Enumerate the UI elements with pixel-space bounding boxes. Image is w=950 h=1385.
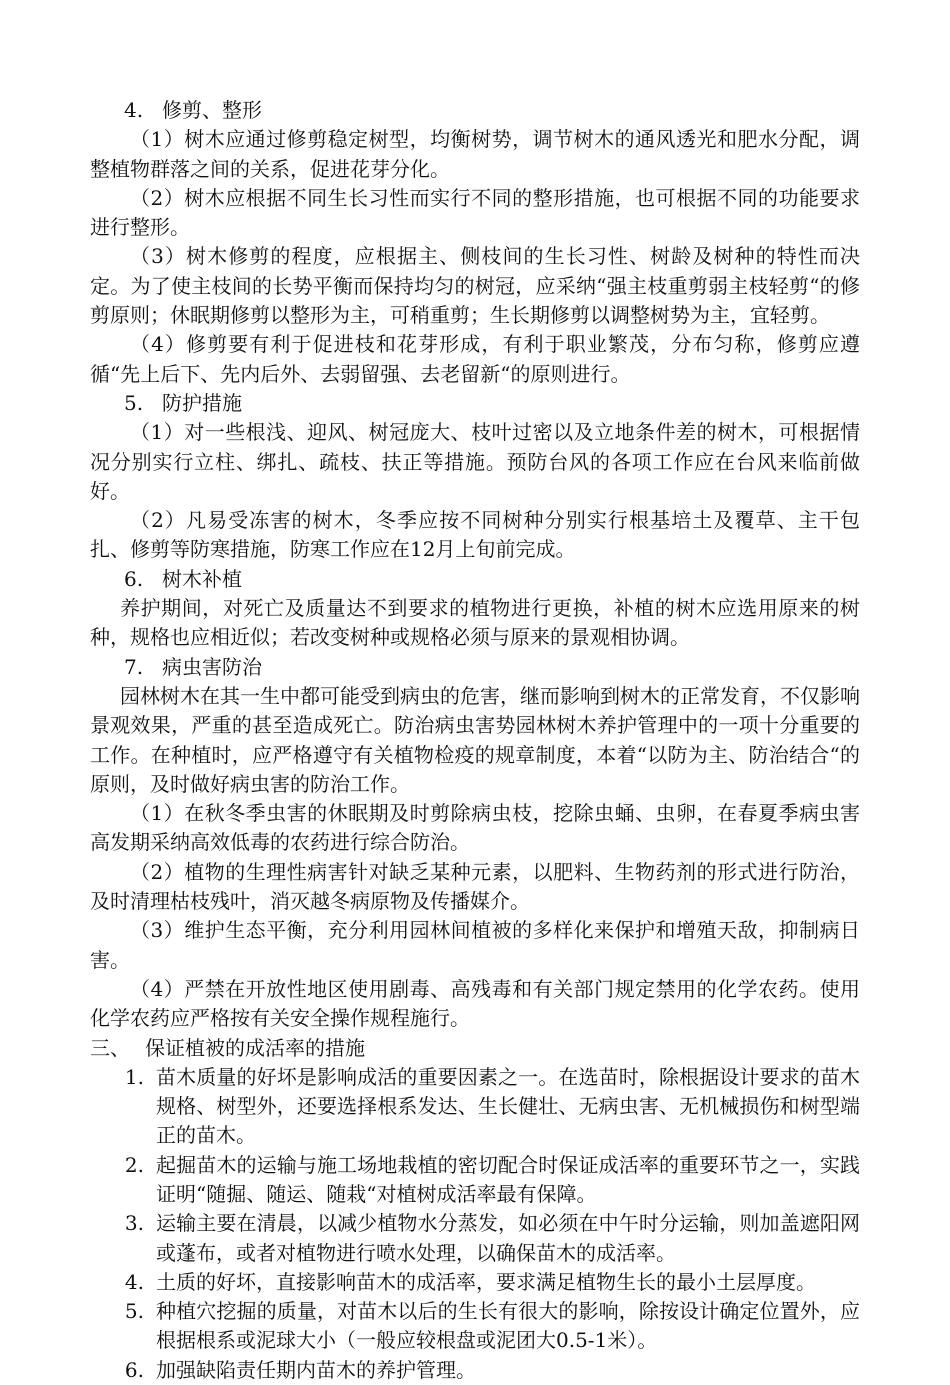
paragraph: （1）树木应通过修剪稳定树型，均衡树势，调节树木的通风透光和肥水分配，调整植物群落之间的关系，促进花芽分化。 [90,127,860,181]
chapter-number: 三、 [90,1035,130,1060]
paragraph: （2）凡易受冻害的树木，冬季应按不同树种分别实行根基培土及覆草、主干包扎、修剪等防寒措施，防寒工作应在12月上旬前完成。 [90,508,860,562]
document-body [90,96,860,1385]
section-number: 5. [124,390,144,415]
paragraph: 养护期间，对死亡及质量达不到要求的植物进行更换，补植的树木应选用原来的树种，规格也应相近似；若改变树种或规格必须与原来的景观相协调。 [90,596,860,650]
paragraph: （4）严禁在开放性地区使用剧毒、高残毒和有关部门规定禁用的化学农药。使用化学农药应严格按有关安全操作规程施行。 [90,976,860,1031]
paragraph: （1）在秋冬季虫害的休眠期及时剪除病虫枝，挖除虫蛹、虫卵，在春夏季病虫害高发期采纳高效低毒的农药进行综合防治。 [90,801,860,855]
list-number: 6. [124,1357,144,1382]
list-text: 土质的好坏，直接影响苗木的成活率，要求满足植物生长的最小土层厚度。 [156,1269,816,1294]
section-number: 6. [124,566,144,591]
section-number: 7. [124,654,144,679]
section-heading [90,96,860,125]
list-text: 苗木质量的好坏是影响成活的重要因素之一。在选苗时，除根据设计要求的苗木规格、树型外，还要选择根系发达、生长健壮、无病虫害、无机械损伤和树型端正的苗木。 [156,1064,860,1148]
list-item [90,1151,860,1210]
paragraph: （2）树木应根据不同生长习性而实行不同的整形措施，也可根据不同的功能要求进行整形。 [90,185,860,240]
list-item [90,1209,860,1268]
list-number: 1. [124,1064,144,1089]
list-number: 2. [124,1152,144,1177]
section-heading [90,653,860,682]
list-item [90,1297,860,1356]
paragraph: （4）修剪要有利于促进枝和花芽形成，有利于职业繁茂，分布匀称，修剪应遵循“先上后下、先内后外、去弱留强、去老留新“的原则进行。 [90,332,860,386]
list-text: 加强缺陷责任期内苗木的养护管理。 [156,1357,476,1382]
list-text: 运输主要在清晨，以减少植物水分蒸发，如必须在中午时分运输，则加盖遮阳网或蓬布，或者对植物进行喷水处理，以确保苗木的成活率。 [156,1211,860,1265]
list-item [90,1356,860,1385]
section-heading [90,565,860,594]
paragraph: 园林树木在其一生中都可能受到病虫的危害，继而影响到树木的正常发育，不仅影响景观效果，严重的甚至造成死亡。防治病虫害势园林树木养护管理中的一项十分重要的工作。在种植时，应严格遵守有关植物检疫的规章制度，本着“以防为主、防治结合“的原则，及时做好病虫害的防治工作。 [90,683,860,796]
chapter-title: 保证植被的成活率的措施 [145,1035,365,1060]
section-heading [90,389,860,418]
section-title: 防护措施 [162,390,242,415]
list-text: 起掘苗木的运输与施工场地栽植的密切配合时保证成活率的重要环节之一，实践证明“随掘、随运、随栽“对植树成活率最有保障。 [156,1152,860,1206]
list-item [90,1268,860,1297]
list-item [90,1063,860,1151]
list-number: 3. [124,1211,144,1236]
list-number: 4. [124,1269,144,1294]
paragraph: （3）维护生态平衡，充分利用园林间植被的多样化来保护和增殖天敌，抑制病日害。 [90,918,860,972]
chapter-heading [90,1034,860,1063]
paragraph: （3）树木修剪的程度，应根据主、侧枝间的生长习性、树龄及树种的特性而决定。为了使主枝间的长势平衡而保持均匀的树冠，应采纳“强主枝重剪弱主枝轻剪“的修剪原则；休眠期修剪以整形为主，可稍重剪；生长期修剪以调整树势为主，宜轻剪。 [90,244,860,328]
list-number: 5. [124,1299,144,1324]
paragraph: （1）对一些根浅、迎风、树冠庞大、枝叶过密以及立地条件差的树木，可根据情况分别实行立柱、绑扎、疏枝、扶正等措施。预防台风的各项工作应在台风来临前做好。 [90,420,860,503]
section-title: 病虫害防治 [162,654,262,679]
section-title: 树木补植 [162,566,242,591]
section-number: 4. [124,98,144,122]
list-text: 种植穴挖掘的质量，对苗木以后的生长有很大的影响，除按设计确定位置外，应根据根系或泥球大小（一般应较根盘或泥团大0.5-1米）。 [156,1299,860,1353]
section-title: 修剪、整形 [162,98,262,122]
paragraph: （2）植物的生理性病害针对缺乏某种元素，以肥料、生物药剂的形式进行防治，及时清理枯枝残叶，消灭越冬病原物及传播媒介。 [90,859,860,914]
